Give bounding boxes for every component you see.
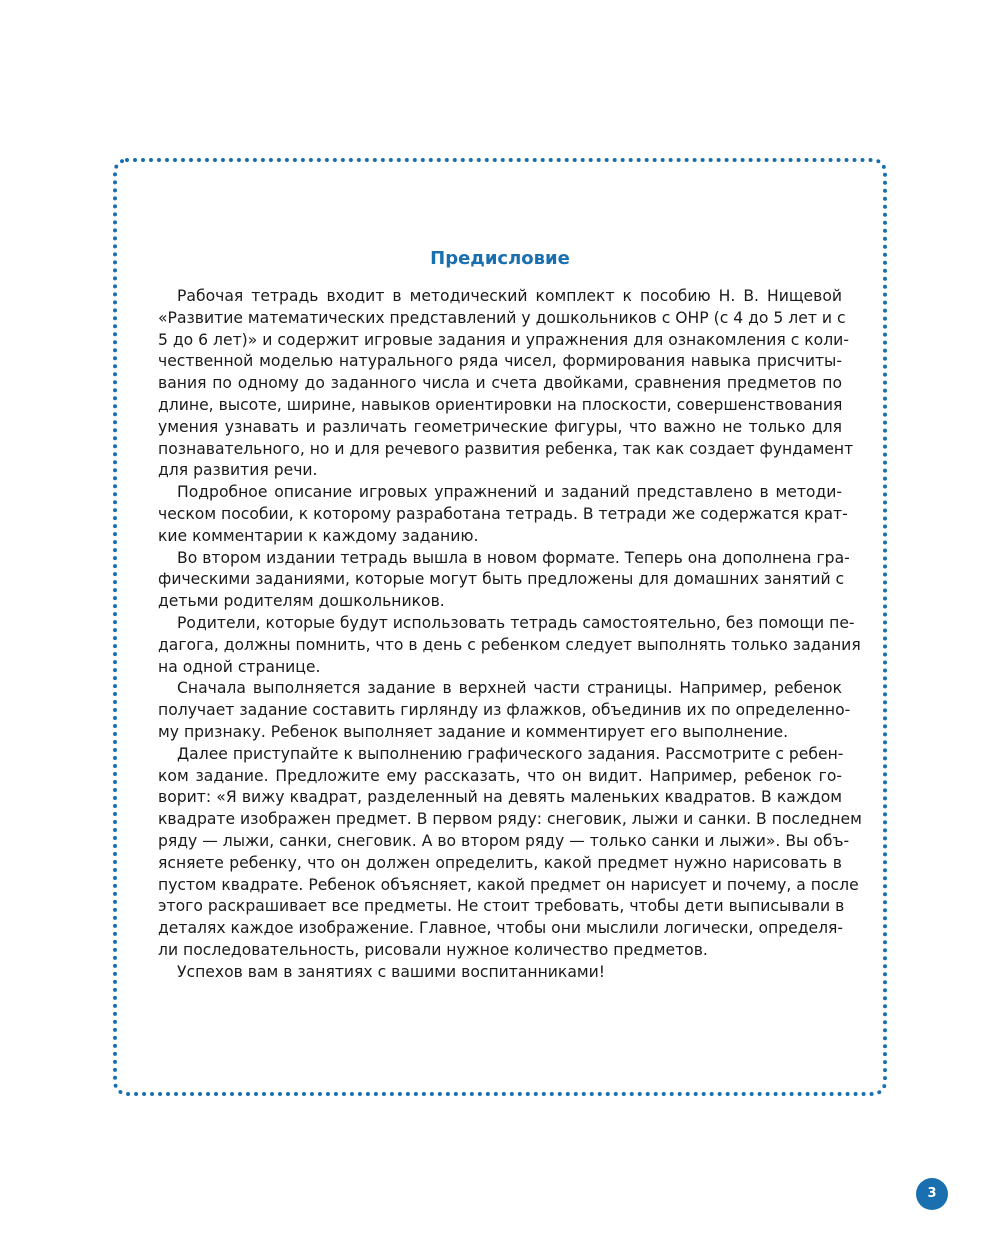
paragraph	[158, 678, 851, 743]
text-line: Далее приступайте к выполнению графического задания. Рассмотрите с ребен-	[177, 744, 844, 763]
text-line: вания по одному до заданного числа и счета двойками, сравнения предметов по	[158, 374, 842, 393]
text-line: деталях каждое изображение. Главное, чтобы они мыслили логически, определя-	[158, 919, 844, 938]
body-text	[158, 286, 862, 984]
text-line: ли последовательность, рисовали нужное количество предметов.	[158, 940, 708, 959]
text-line: квадрате изображен предмет. В первом ряду: снеговик, лыжи и санки. В последнем	[158, 810, 862, 829]
paragraph	[158, 482, 848, 547]
text-line: Рабочая тетрадь входит в методический комплект к пособию Н. В. Нищевой	[177, 287, 842, 305]
text-line: Родители, которые будут использовать тетрадь самостоятельно, без помощи пе-	[177, 613, 855, 632]
text-line: на одной странице.	[158, 657, 321, 676]
text-line: ряду — лыжи, санки, снеговик. А во втором ряду — только санки и лыжи». Вы объ-	[158, 831, 850, 850]
paragraph	[158, 613, 861, 678]
text-line: детьми родителям дошкольников.	[158, 592, 445, 611]
text-line: ческом пособии, к которому разработана тетрадь. В тетради же содержатся крат-	[158, 504, 848, 523]
text-line: этого раскрашивает все предметы. Не стоит требовать, чтобы дети выписывали в	[158, 897, 845, 916]
paragraph	[158, 548, 850, 613]
text-line: для развития речи.	[158, 461, 318, 480]
text-line: получает задание составить гирлянду из флажков, объединив их по определенно-	[158, 701, 851, 720]
text-line: 5 до 6 лет)» и содержит игровые задания и упражнения для ознакомления с коли-	[158, 330, 849, 349]
text-line: му признаку. Ребенок выполняет задание и комментирует его выполнение.	[158, 722, 789, 741]
text-line: пустом квадрате. Ребенок объясняет, какой предмет он нарисует и почему, а после	[158, 875, 859, 894]
text-line: «Развитие математических представлений у дошкольников с ОНР (с 4 до 5 лет и с	[158, 308, 846, 327]
text-line: познавательного, но и для речевого развития ребенка, так как создает фундамент	[158, 439, 854, 458]
text-line: длине, высоте, ширине, навыков ориентировки на плоскости, совершенствования	[158, 395, 843, 414]
paragraph	[158, 744, 862, 962]
text-line: Во втором издании тетрадь вышла в новом формате. Теперь она дополнена гра-	[177, 548, 850, 567]
page-number-badge: 3	[916, 1178, 948, 1210]
text-line: Сначала выполняется задание в верхней части страницы. Например, ребенок	[177, 679, 842, 698]
text-line: чественной моделью натурального ряда чисел, формирования навыка присчиты-	[158, 352, 842, 371]
text-line: Подробное описание игровых упражнений и заданий представлено в методи-	[177, 483, 842, 502]
paragraph	[158, 286, 854, 482]
text-line: дагога, должны помнить, что в день с ребенком следует выполнять только задания	[158, 635, 861, 654]
text-line: умения узнавать и различать геометрические фигуры, что важно не только для	[158, 417, 842, 436]
text-line: ворит: «Я вижу квадрат, разделенный на девять маленьких квадратов. В каждом	[158, 788, 842, 807]
text-line: фическими заданиями, которые могут быть предложены для домашних занятий с	[158, 570, 845, 589]
text-line: ком задание. Предложите ему рассказать, что он видит. Например, ребенок го-	[158, 766, 842, 785]
text-line: ясняете ребенку, что он должен определить, какой предмет нужно нарисовать в	[158, 853, 842, 872]
paragraph	[158, 962, 842, 984]
text-line: кие комментарии к каждому заданию.	[158, 526, 479, 545]
page-title: Предисловие	[430, 248, 570, 269]
text-line: Успехов вам в занятиях с вашими воспитанниками!	[177, 962, 606, 981]
